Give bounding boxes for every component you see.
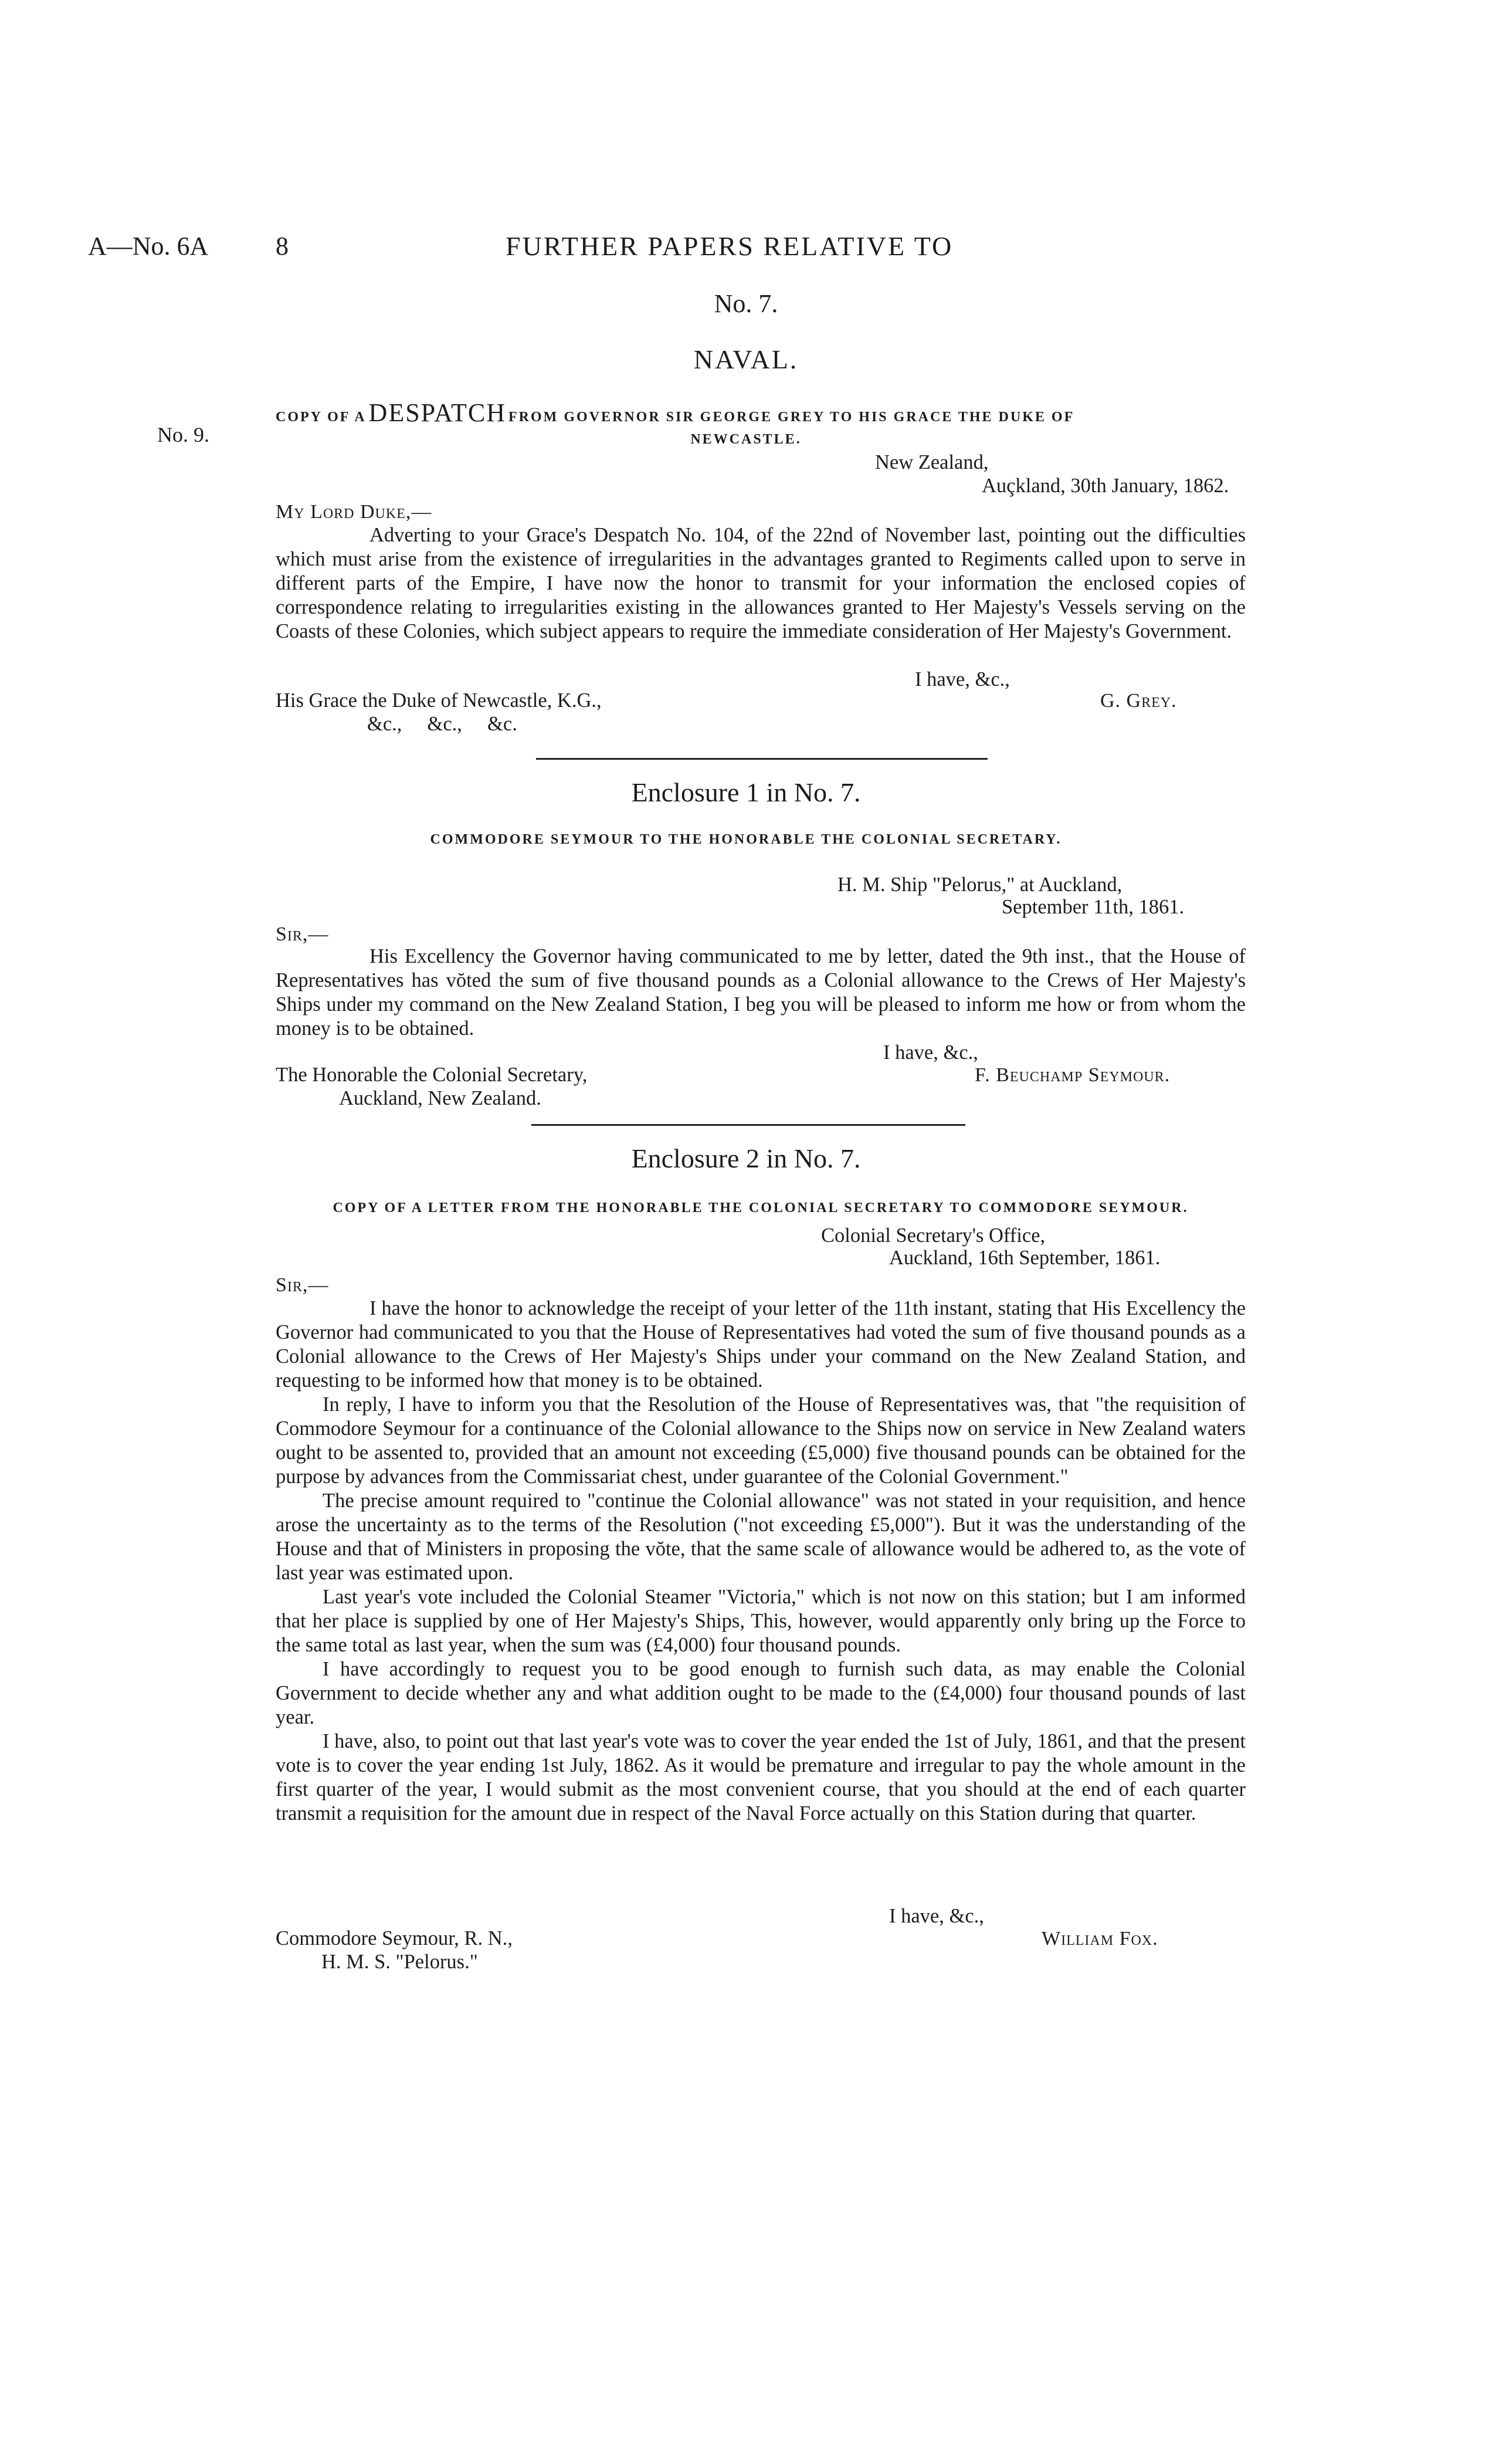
enclosure-1-addressee-2: Auckland, New Zealand. xyxy=(339,1087,541,1109)
enclosure-2-paragraph-6: I have, also, to point out that last year's vote was to cover the year ended the 1st of July, 1861, and that the present vote is to cover the year ending 1st July, 1862. As it would be premature and irregular to pay the whole amount in the first quarter of the year, I would submit as the most convenient course, that you should at the end of each quarter transmit a requisition for the amount due in respect of the Naval Force actually on this Station during that quarter. xyxy=(276,1730,1246,1825)
enclosure-1-closing: I have, &c., xyxy=(883,1041,978,1064)
despatch-caption-line2: NEWCASTLE. xyxy=(690,432,802,447)
enclosure-2-date: Auckland, 16th September, 1861. xyxy=(889,1247,1161,1269)
despatch-closing: I have, &c., xyxy=(915,668,1010,691)
enclosure-2-salutation: Sir,— xyxy=(276,1274,329,1296)
enclosure-1-caption: COMMODORE SEYMOUR TO THE HONORABLE THE COLONIAL SECRETARY. xyxy=(430,832,1062,847)
enclosure-1-date: September 11th, 1861. xyxy=(1002,896,1185,918)
caption-main: DESPATCH xyxy=(368,398,506,427)
enclosure-2-addressee: Commodore Seymour, R. N., xyxy=(276,1927,513,1949)
enclosure-1-signature: F. Beuchamp Seymour. xyxy=(975,1064,1171,1086)
enclosure-1-body xyxy=(276,945,1246,1041)
despatch-paragraph: Adverting to your Grace's Despatch No. 104, of the 22nd of November last, pointing out the difficulties which must arise from the existence of irregularities in the advantages granted to Regiments called upon to serve in different parts of the Empire, I have now the honor to transmit for your information the enclosed copies of correspondence relating to irregularities existing in the allowances granted to Her Majesty's Vessels serving on the Coasts of these Colonies, which subject appears to require the immediate consideration of Her Majesty's Government. xyxy=(276,524,1246,642)
enclosure-2-body xyxy=(276,1297,1246,1826)
despatch-body xyxy=(276,523,1246,644)
despatch-salutation: My Lord Duke,— xyxy=(276,501,432,523)
margin-note: No. 9. xyxy=(157,423,209,446)
despatch-place: New Zealand, xyxy=(875,451,989,473)
caption-prefix: COPY OF A xyxy=(276,409,367,425)
enclosure-2-addressee-2: H. M. S. "Pelorus." xyxy=(321,1951,478,1973)
enclosure-1-addressee: The Honorable the Colonial Secretary, xyxy=(276,1064,588,1086)
enclosure-2-place: Colonial Secretary's Office, xyxy=(821,1224,1046,1247)
enclosure-1-place: H. M. Ship "Pelorus," at Auckland, xyxy=(837,874,1123,896)
enclosure-2-paragraph-5: I have accordingly to request you to be good enough to furnish such data, as may enable the Colonial Government to decide whether any and what addition ought to be made to the (£4,000) four thousand pounds of last year. xyxy=(276,1658,1246,1728)
enclosure-1-salutation: Sir,— xyxy=(276,923,329,945)
despatch-addressee: His Grace the Duke of Newcastle, K.G., xyxy=(276,689,602,712)
enclosure-2-paragraph-1: I have the honor to acknowledge the receipt of your letter of the 11th instant, stating that His Excellency the Governor had communicated to you that the House of Representatives had voted the sum of five thousand pounds as a Colonial allowance to the Crews of Her Majesty's Ships under your command on the New Zealand Station, and requesting to be informed how that money is to be obtained. xyxy=(276,1297,1246,1392)
divider-rule xyxy=(536,758,988,760)
despatch-caption xyxy=(276,398,1246,428)
despatch-signature: G. Grey. xyxy=(1100,690,1177,712)
despatch-addressee-2: &c., &c., &c. xyxy=(367,713,517,735)
section-number: No. 7. xyxy=(714,289,778,318)
page-reference: A—No. 6A xyxy=(88,232,209,260)
enclosure-2-paragraph-4: Last year's vote included the Colonial Steamer "Victoria," which is not now on this station; but I am informed that her place is supplied by one of Her Majesty's Ships, This, however, would apparently only bring up the Force to the same total as last year, when the sum was (£4,000) four thousand pounds. xyxy=(276,1586,1246,1656)
enclosure-2-closing: I have, &c., xyxy=(889,1905,984,1927)
enclosure-2-paragraph-3: The precise amount required to "continue the Colonial allowance" was not stated in your requisition, and hence arose the uncertainty as to the terms of the Resolution ("not exceeding £5,000"). But it was the understanding of the House and that of Ministers in proposing the vŏte, that the same scale of allowance would be adhered to, as the vote of last year was estimated upon. xyxy=(276,1490,1246,1584)
caption-rest: FROM GOVERNOR SIR GEORGE GREY TO HIS GRACE THE DUKE OF xyxy=(508,409,1075,425)
enclosure-2-signature: William Fox. xyxy=(1042,1928,1158,1949)
running-title: FURTHER PAPERS RELATIVE TO xyxy=(506,231,954,261)
enclosure-1-paragraph: His Excellency the Governor having communicated to me by letter, dated the 9th inst., that the House of Representatives has vŏted the sum of five thousand pounds as a Colonial allowance to the Crews of Her Majesty's Ships under my command on the New Zealand Station, I beg you will be pleased to inform me how or from whom the money is to be obtained. xyxy=(276,945,1246,1040)
divider-rule xyxy=(531,1124,965,1126)
enclosure-2-paragraph-2: In reply, I have to inform you that the Resolution of the House of Representatives was, that "the requisition of Commodore Seymour for a continuance of the Colonial allowance to the Ships now on service in New Zealand waters ought to be assented to, provided that an amount not exceeding (£5,000) five thousand pounds can be obtained for the purpose by advances from the Commissariat chest, under guarantee of the Colonial Government." xyxy=(276,1393,1246,1488)
page-number: 8 xyxy=(276,232,289,260)
enclosure-2-heading: Enclosure 2 in No. 7. xyxy=(631,1143,861,1173)
despatch-date: Auçkland, 30th January, 1862. xyxy=(982,475,1229,497)
enclosure-2-caption: COPY OF A LETTER FROM THE HONORABLE THE COLONIAL SECRETARY TO COMMODORE SEYMOUR. xyxy=(333,1200,1189,1216)
enclosure-1-heading: Enclosure 1 in No. 7. xyxy=(631,777,861,807)
section-title: NAVAL. xyxy=(693,344,799,374)
